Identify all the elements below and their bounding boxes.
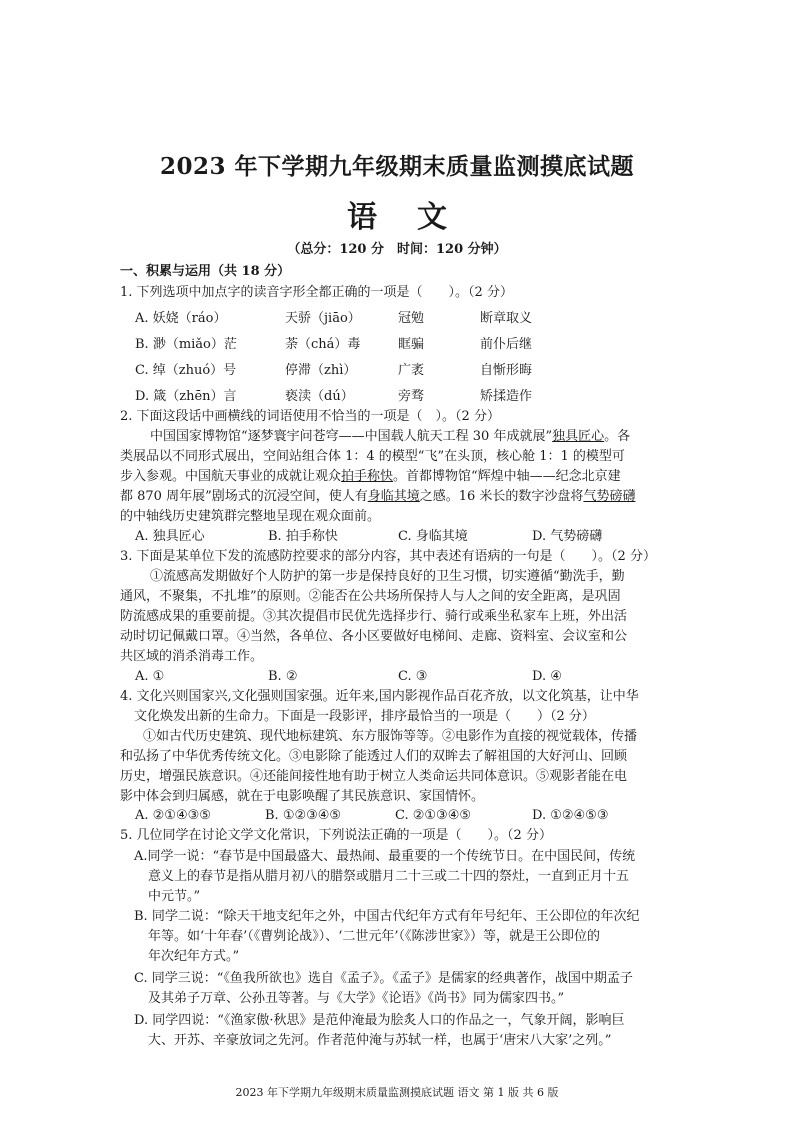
q3-option-d: D. ④ bbox=[532, 669, 562, 684]
q5-option-b-line-3: 年次纪年方式。” bbox=[148, 949, 240, 964]
q2-option-a: A. 独具匠心 bbox=[135, 529, 205, 544]
q4-option-c: C. ②①③④⑤ bbox=[395, 808, 472, 823]
q4-option-b: B. ①②③④⑤ bbox=[265, 808, 342, 823]
q3-passage-line-1: ①流感高发期做好个人防护的第一步是保持良好的卫生习惯，切实遵循“勤洗手，勤 bbox=[150, 569, 625, 584]
q4-passage-line-3: 历史，增强民族意识。④还能间接性地有助于树立人类命运共同体意识。⑤观影者能在电 bbox=[120, 769, 628, 784]
page-footer: 2023 年下学期九年级期末质量监测摸底试题 语文 第 1 版 共 6 版 bbox=[235, 1086, 559, 1099]
q1-option-a-word2: 天骄（jiāo） bbox=[285, 311, 361, 326]
q4-stem-line-1: 4. 文化兴则国家兴,文化强则国家强。近年来,国内影视作品百花齐放，以文化筑基，让中华 bbox=[120, 689, 639, 704]
q4-passage-line-4: 影中体会到归属感，就在于电影唤醒了其民族意识、家国情怀。 bbox=[120, 789, 485, 804]
q3-passage-line-2: 通风，不聚集，不扎堆”的原则。②能否在公共场所保持人与人之间的安全距离，是巩固 bbox=[120, 589, 621, 604]
q1-option-c-word2: 停滞（zhì） bbox=[285, 363, 357, 378]
q2-passage-line-4: 都 870 周年展”剧场式的沉浸空间，使人有身临其境之感。16 米长的数字沙盘将气势磅礴 bbox=[120, 489, 636, 504]
q1-option-d-word3: 旁骛 bbox=[398, 389, 425, 404]
q2-passage-line-5: 的中轴线历史建筑群完整地呈现在观众面前。 bbox=[120, 509, 381, 524]
q1-option-b-word4: 前仆后继 bbox=[480, 337, 533, 352]
q3-stem: 3. 下面是某单位下发的流感防控要求的部分内容，其中表述有语病的一句是（ ）。（2 分） bbox=[120, 549, 656, 564]
q1-option-b-word3: 眶骗 bbox=[398, 337, 425, 352]
q1-option-a: A. 妖娆（ráo） bbox=[135, 311, 227, 326]
q4-option-a: A. ②①④③⑤ bbox=[135, 808, 211, 823]
q4-option-d: D. ①②④⑤③ bbox=[532, 808, 609, 823]
q5-stem: 5. 几位同学在讨论文学文化常识，下列说法正确的一项是（ ）。（2 分） bbox=[120, 828, 552, 843]
q4-passage-line-1: ①如古代历史建筑、现代地标建筑、东方服饰等等。②电影作为直接的视觉载体，传播 bbox=[143, 729, 638, 744]
q3-option-b: B. ② bbox=[268, 669, 298, 684]
q3-passage-line-3: 防流感成果的重要前提。③其次提倡市民优先选择步行、骑行或乘坐私家车上班，外出活 bbox=[120, 609, 628, 624]
q3-option-a: A. ① bbox=[135, 669, 165, 684]
subject-title: 语文 bbox=[347, 200, 487, 235]
q4-stem-line-2: 文化焕发出新的生命力。下面是一段影评，排序最恰当的一项是（ ）（2 分） bbox=[134, 709, 595, 724]
q5-option-d-line-1: D. 同学四说：“《渔家傲·秋思》是范仲淹最为脍炙人口的作品之一，气象开阔，影响巨 bbox=[134, 1013, 625, 1028]
q1-option-c: C. 绰（zhuó）号 bbox=[135, 363, 237, 378]
q1-option-a-word3: 冠勉 bbox=[398, 311, 425, 326]
q1-option-d: D. 箴（zhēn）言 bbox=[135, 389, 237, 404]
underlined-phrase: 拍手称快 bbox=[341, 469, 394, 484]
q2-option-b: B. 拍手称快 bbox=[268, 529, 338, 544]
q5-option-a-line-2: 意义上的春节是指从腊月初八的腊祭或腊月二十三或二十四的祭灶，一直到正月十五 bbox=[148, 869, 630, 884]
q5-option-c-line-1: C. 同学三说：“《鱼我所欲也》选自《孟子》。《孟子》是儒家的经典著作，战国中期孟子 bbox=[134, 971, 633, 986]
q3-passage-line-5: 共区域的消杀消毒工作。 bbox=[120, 649, 264, 664]
underlined-phrase: 独具匠心 bbox=[552, 429, 605, 444]
q1-option-a-word4: 断章取义 bbox=[480, 311, 533, 326]
q3-option-c: C. ③ bbox=[398, 669, 428, 684]
q2-stem: 2. 下面这段话中画横线的词语使用不恰当的一项是（ ）。（2 分） bbox=[120, 409, 500, 424]
q5-option-d-line-2: 大、开苏、辛豪放词之先河。作者范仲淹与苏轼一样，也属于‘唐宋八大家’之列。” bbox=[148, 1033, 612, 1048]
q5-option-b-line-1: B. 同学二说：“除天干地支纪年之外，中国古代纪年方式有年号纪年、王公即位的年次纪 bbox=[134, 909, 640, 924]
q1-option-d-word4: 矫揉造作 bbox=[480, 389, 533, 404]
q4-passage-line-2: 和弘扬了中华优秀传统文化。③电影除了能透过人们的双眸去了解祖国的大好河山、回顾 bbox=[120, 749, 628, 764]
q1-option-b-word2: 荼（chá）毒 bbox=[285, 337, 361, 352]
q1-stem: 1. 下列选项中加点字的读音字形全都正确的一项是（ ）。（2 分） bbox=[120, 285, 513, 300]
q1-option-c-word4: 自惭形晦 bbox=[480, 363, 533, 378]
q2-passage-line-1: 中国国家博物馆“逐梦寰宇问苍穹——中国载人航天工程 30 年成就展”独具匠心。各 bbox=[150, 429, 631, 444]
q5-option-b-line-2: 年等。如‘十年春’（《曹刿论战》）、‘二世元年’（《陈涉世家》）等，就是王公即位的 bbox=[148, 929, 601, 944]
q5-option-a-line-1: A.同学一说：“春节是中国最盛大、最热闹、最重要的一个传统节日。在中国民间，传统 bbox=[134, 849, 636, 864]
score-info: （总分：120 分 时间：120 分钟） bbox=[287, 242, 507, 257]
exam-title: 2023 年下学期九年级期末质量监测摸底试题 bbox=[159, 153, 635, 180]
q2-option-d: D. 气势磅礴 bbox=[532, 529, 603, 544]
q1-option-b: B. 渺（miǎo）茫 bbox=[135, 337, 237, 352]
q1-option-d-word2: 亵渎（dú） bbox=[285, 389, 354, 404]
q2-passage-line-3: 步入参观。中国航天事业的成就让观众拍手称快。首都博物馆“辉煌中轴——纪念北京建 bbox=[120, 469, 621, 484]
q1-option-c-word3: 广袤 bbox=[398, 363, 425, 378]
q3-passage-line-4: 动时切记佩戴口罩。④当然，各单位、各小区要做好电梯间、走廊、资料室、会议室和公 bbox=[120, 629, 628, 644]
section-heading: 一、积累与运用（共 18 分） bbox=[120, 264, 291, 279]
underlined-phrase: 气势磅礴 bbox=[583, 489, 636, 504]
q2-option-c: C. 身临其境 bbox=[398, 529, 468, 544]
q5-option-c-line-2: 及其弟子万章、公孙丑等著。与《大学》《论语》《尚书》同为儒家四书。” bbox=[148, 991, 565, 1006]
underlined-phrase: 身临其境 bbox=[367, 489, 420, 504]
q2-passage-line-2: 类展品以不同形式展出，空间站组合体 1：4 的模型“飞”在头顶，核心舱 1：1 的模型可 bbox=[120, 449, 625, 464]
q5-option-a-line-3: 中元节。” bbox=[148, 889, 201, 904]
